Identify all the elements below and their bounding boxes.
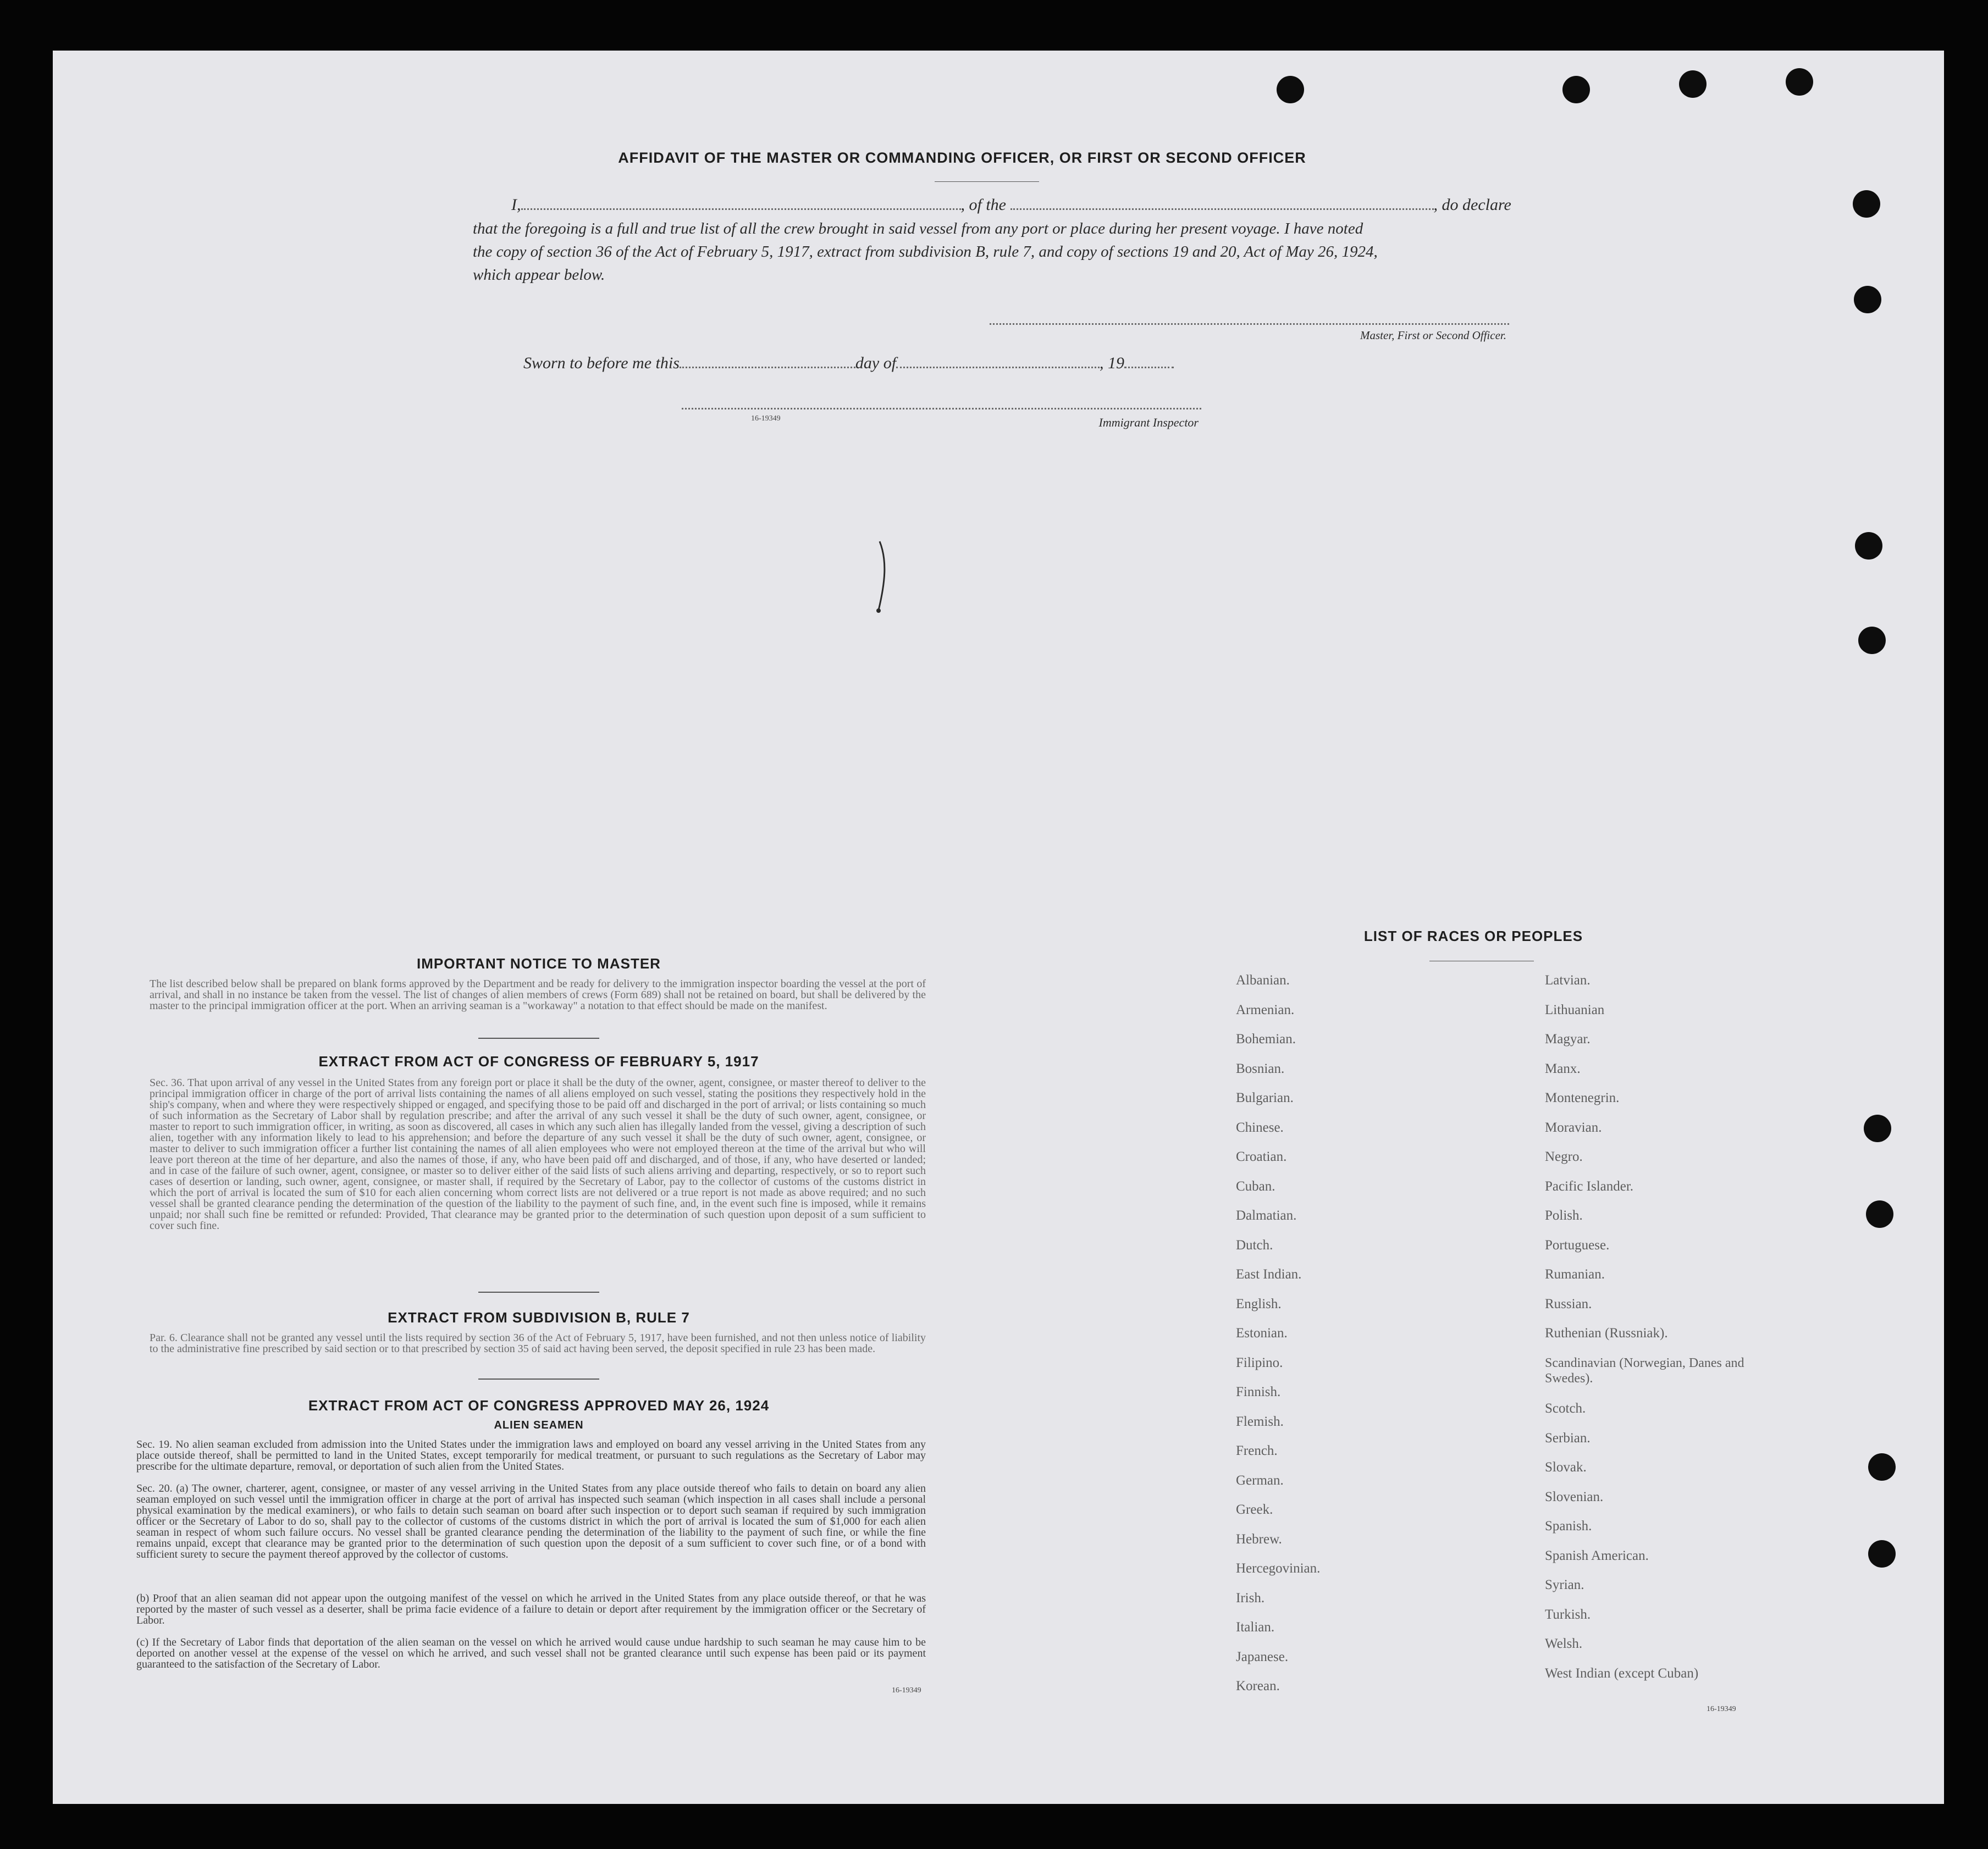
race-item: Hercegovinian. <box>1236 1561 1321 1576</box>
race-item: Greek. <box>1236 1502 1273 1517</box>
sworn-month-blank <box>896 363 1100 368</box>
master-caption: Master, First or Second Officer. <box>1360 329 1506 342</box>
race-item: Manx. <box>1545 1061 1581 1076</box>
notice-text: The list described below shall be prepared on blank forms approved by the Department and be ready for delivery to the immigration inspector boarding the vessel at the port of arrival, and shall in no instance be taken from the vessel. The list of changes of alien members of crews (Form 689) shall not be retained on board, but shall be delivered by the master to the principal immigration officer at the port. When an arriving seaman is a "workaway" a notation to that effect should be made on the manifest. <box>150 978 926 1012</box>
race-item: German. <box>1236 1472 1284 1488</box>
race-item: English. <box>1236 1296 1282 1311</box>
punch-hole <box>1868 1453 1896 1481</box>
extract-1917-title: EXTRACT FROM ACT OF CONGRESS OF FEBRUARY 5, 1917 <box>318 1053 759 1070</box>
race-item: Pacific Islander. <box>1545 1178 1634 1194</box>
punch-hole <box>1866 1200 1893 1228</box>
race-item: Scotch. <box>1545 1401 1586 1416</box>
sworn-year-blank <box>1124 363 1174 368</box>
race-item: Moravian. <box>1545 1120 1602 1135</box>
punch-hole <box>1858 627 1886 654</box>
punch-hole <box>1855 532 1882 560</box>
extract-rule7-title: EXTRACT FROM SUBDIVISION B, RULE 7 <box>388 1309 690 1326</box>
inspector-signature-line <box>682 408 1201 409</box>
races-title: LIST OF RACES OR PEOPLES <box>1363 928 1583 944</box>
race-item: Albanian. <box>1236 973 1290 988</box>
declaration-of: , of the <box>960 196 1006 214</box>
race-item: Cuban. <box>1236 1178 1275 1194</box>
race-item: Flemish. <box>1236 1414 1284 1429</box>
race-item: Magyar. <box>1545 1032 1591 1047</box>
race-item: Turkish. <box>1545 1607 1591 1622</box>
pen-mark <box>869 539 896 616</box>
race-item: Spanish. <box>1545 1519 1592 1534</box>
extract-1917-text: Sec. 36. That upon arrival of any vessel in the United States from any foreign port or place it shall be the duty of the owner, agent, consignee, or master thereof to deliver to the principal immigration officer in charge of the port of arrival lists containing the names of all aliens employed on such vessel, stating the positions they respectively hold in the ship's company, when and where they were respectively shipped or engaged, and specifying those to be paid off and discharged in the port of arrival; or lists containing so much of such information as the Secretary of Labor shall by regulation prescribe; and after the arrival of any such vessel it shall be the duty of such owner, agent, consignee, or master to report to such immigration officer, in writing, as soon as discovered, all cases in which any such alien has illegally landed from the vessel, giving a description of such alien, together with any information likely to lead to his apprehension; and before the departure of any such vessel it shall be the duty of such owner, agent, consignee, or master to deliver to such immigration officer a further list containing the names of all alien employees who were not employed thereon at the time of the arrival but who will leave port thereon at the time of her departure, and also the names of those, if any, who have been paid off and discharged, and of those, if any, who have deserted or landed; and in case of the failure of such owner, agent, consignee, or master so to deliver either of the said lists of such aliens arriving and departing, respectively, or so to report such cases of desertion or landing, such owner, agent, consignee, or master shall, if required by the Secretary of Labor, pay to the collector of customs of the customs district in which the port of arrival is located the sum of $10 for each alien concerning whom correct lists are not delivered or a true report is not made as above required; and no such vessel shall be granted clearance pending the determination of the question of the liability to the payment of such fine, and, in the event such fine is imposed, while it remains unpaid; nor shall such fine be remitted or refunded: Provided, That clearance may be granted prior to the determination of such question upon deposit of a sum sufficient to cover such fine. <box>150 1077 926 1232</box>
affidavit-title: AFFIDAVIT OF THE MASTER OR COMMANDING OFFICER, OR FIRST OR SECOND OFFICER <box>618 150 1306 166</box>
race-item: Lithuanian <box>1545 1002 1605 1017</box>
race-item: Russian. <box>1545 1296 1592 1311</box>
race-item: Scandinavian (Norwegian, Danes and Swedes). <box>1545 1355 1744 1386</box>
race-item: Irish. <box>1236 1590 1265 1606</box>
sworn-year: , 19 <box>1100 354 1125 372</box>
race-item: Ruthenian (Russniak). <box>1545 1326 1668 1341</box>
declaration-i: I, <box>511 196 521 214</box>
sec20a-text: Sec. 20. (a) The owner, charterer, agent, consignee, or master of any vessel arriving in the United States from any place outside thereof who fails to detain on board any alien seaman employed on such vessel until the immigration officer in charge at the port of arrival has inspected such seaman (which inspection in all cases shall include a personal physical examination by the medical examiners), or who fails to detain such seaman on board after such inspection or to deport such seaman if required by such immigration officer or the Secretary of Labor to do so, shall pay to the collector of customs of the customs district in which the port of arrival is located the sum of $1,000 for each alien seaman in respect of whom such failure occurs. No vessel shall be granted clearance pending the determination of the liability to the payment of such fine, or while the fine remains unpaid, except that clearance may be granted prior to the determination of such question upon the deposit of a sum sufficient to cover such fine, or of a bond with sufficient surety to secure the payment thereof approved by the collector of customs. <box>136 1482 926 1560</box>
race-item: Bosnian. <box>1236 1061 1285 1076</box>
race-item: Serbian. <box>1545 1430 1591 1446</box>
race-item: Welsh. <box>1545 1636 1583 1651</box>
race-item: West Indian (except Cuban) <box>1545 1665 1699 1681</box>
sec20b-text: (b) Proof that an alien seaman did not appear upon the outgoing manifest of the vessel on which he arrived in the United States from any place outside thereof, or that he was reported by the master of such vessel as a deserter, shall be prima facie evidence of a failure to detain or deport after requirement by the immigration officer or the Secretary of Labor. <box>136 1592 926 1626</box>
master-signature-line <box>990 323 1509 325</box>
vessel-blank <box>1010 205 1434 210</box>
divider <box>478 1292 599 1293</box>
punch-hole <box>1864 1115 1891 1142</box>
sworn-text: Sworn to before me this <box>523 354 680 372</box>
affidavit-form-number: 16-19349 <box>751 414 781 423</box>
race-item: East Indian. <box>1236 1267 1302 1282</box>
divider <box>478 1379 599 1380</box>
declaration-body-3: which appear below. <box>473 266 605 284</box>
extract-form-number: 16-19349 <box>892 1686 921 1695</box>
punch-hole <box>1277 76 1304 103</box>
race-item: Bulgarian. <box>1236 1090 1294 1105</box>
divider <box>478 1038 599 1039</box>
race-item: Armenian. <box>1236 1002 1295 1017</box>
sworn-day-of: day of <box>855 354 897 372</box>
races-form-number: 16-19349 <box>1707 1705 1736 1713</box>
race-item: Syrian. <box>1545 1577 1584 1592</box>
race-item: Japanese. <box>1236 1649 1289 1664</box>
punch-hole <box>1562 76 1590 103</box>
name-blank <box>521 205 961 210</box>
race-item: Finnish. <box>1236 1385 1281 1399</box>
punch-hole <box>1853 190 1880 218</box>
race-item: Latvian. <box>1545 973 1591 988</box>
declaration-line <box>511 196 1511 214</box>
punch-hole <box>1786 68 1813 96</box>
race-item: Estonian. <box>1236 1326 1288 1341</box>
race-item: Spanish American. <box>1545 1548 1649 1563</box>
race-item: Negro. <box>1545 1149 1583 1164</box>
race-item: Montenegrin. <box>1545 1090 1620 1105</box>
race-item: Chinese. <box>1236 1120 1284 1135</box>
race-item: Hebrew. <box>1236 1531 1282 1547</box>
race-item: Filipino. <box>1236 1355 1283 1370</box>
race-item: French. <box>1236 1443 1278 1458</box>
race-item: Croatian. <box>1236 1149 1287 1164</box>
extract-1924-subtitle: ALIEN SEAMEN <box>494 1419 584 1431</box>
race-item: Korean. <box>1236 1679 1280 1693</box>
sec19-text: Sec. 19. No alien seaman excluded from admission into the United States under the immigration laws and employed on board any vessel arriving in the United States from any place outside thereof, shall be permitted to land in the United States, except temporarily for medical treatment, or pursuant to such regulations as the Secretary of Labor may prescribe for the ultimate departure, removal, or deportation of such alien from the United States. <box>136 1438 926 1472</box>
punch-hole <box>1679 70 1707 98</box>
race-item: Polish. <box>1545 1208 1583 1223</box>
inspector-caption: Immigrant Inspector <box>1098 416 1199 429</box>
declaration-body-1: that the foregoing is a full and true list of all the crew brought in said vessel from any port or place during her present voyage. I have noted <box>473 220 1363 237</box>
race-item: Italian. <box>1236 1620 1275 1635</box>
declaration-body-2: the copy of section 36 of the Act of February 5, 1917, extract from subdivision B, rule 7, and copy of sections 19 and 20, Act of May 26, 1924, <box>473 243 1378 261</box>
punch-hole <box>1868 1540 1896 1568</box>
extract-rule7-text: Par. 6. Clearance shall not be granted any vessel until the lists required by section 36 of the Act of February 5, 1917, have been furnished, and not then unless notice of liability to the administrative fine prescribed by said section or to that prescribed by section 35 of said act having been served, the deposit specified in rule 23 has been made. <box>150 1332 926 1355</box>
race-item: Slovenian. <box>1545 1489 1604 1504</box>
race-item: Portuguese. <box>1545 1237 1610 1253</box>
race-item: Dutch. <box>1236 1237 1273 1253</box>
notice-title: IMPORTANT NOTICE TO MASTER <box>417 955 661 972</box>
race-item: Dalmatian. <box>1236 1208 1297 1223</box>
punch-hole <box>1854 286 1881 313</box>
title-underline <box>935 181 1039 182</box>
sec20c-text: (c) If the Secretary of Labor finds that deportation of the alien seaman on the vessel on which he arrived would cause undue hardship to such seaman he may cause him to be deported on another vessel at the expense of the vessel on which he arrived, and such vessel shall not be granted clearance until such expense has been paid or its payment guaranteed to the satisfaction of the Secretary of Labor. <box>136 1636 926 1670</box>
race-item: Rumanian. <box>1545 1267 1605 1282</box>
sworn-day-blank <box>680 363 855 368</box>
race-item: Bohemian. <box>1236 1032 1296 1047</box>
declaration-declare: , do declare <box>1433 196 1511 214</box>
extract-1924-title: EXTRACT FROM ACT OF CONGRESS APPROVED MAY 26, 1924 <box>308 1397 770 1414</box>
sworn-line <box>523 354 1174 373</box>
race-item: Slovak. <box>1545 1460 1587 1475</box>
